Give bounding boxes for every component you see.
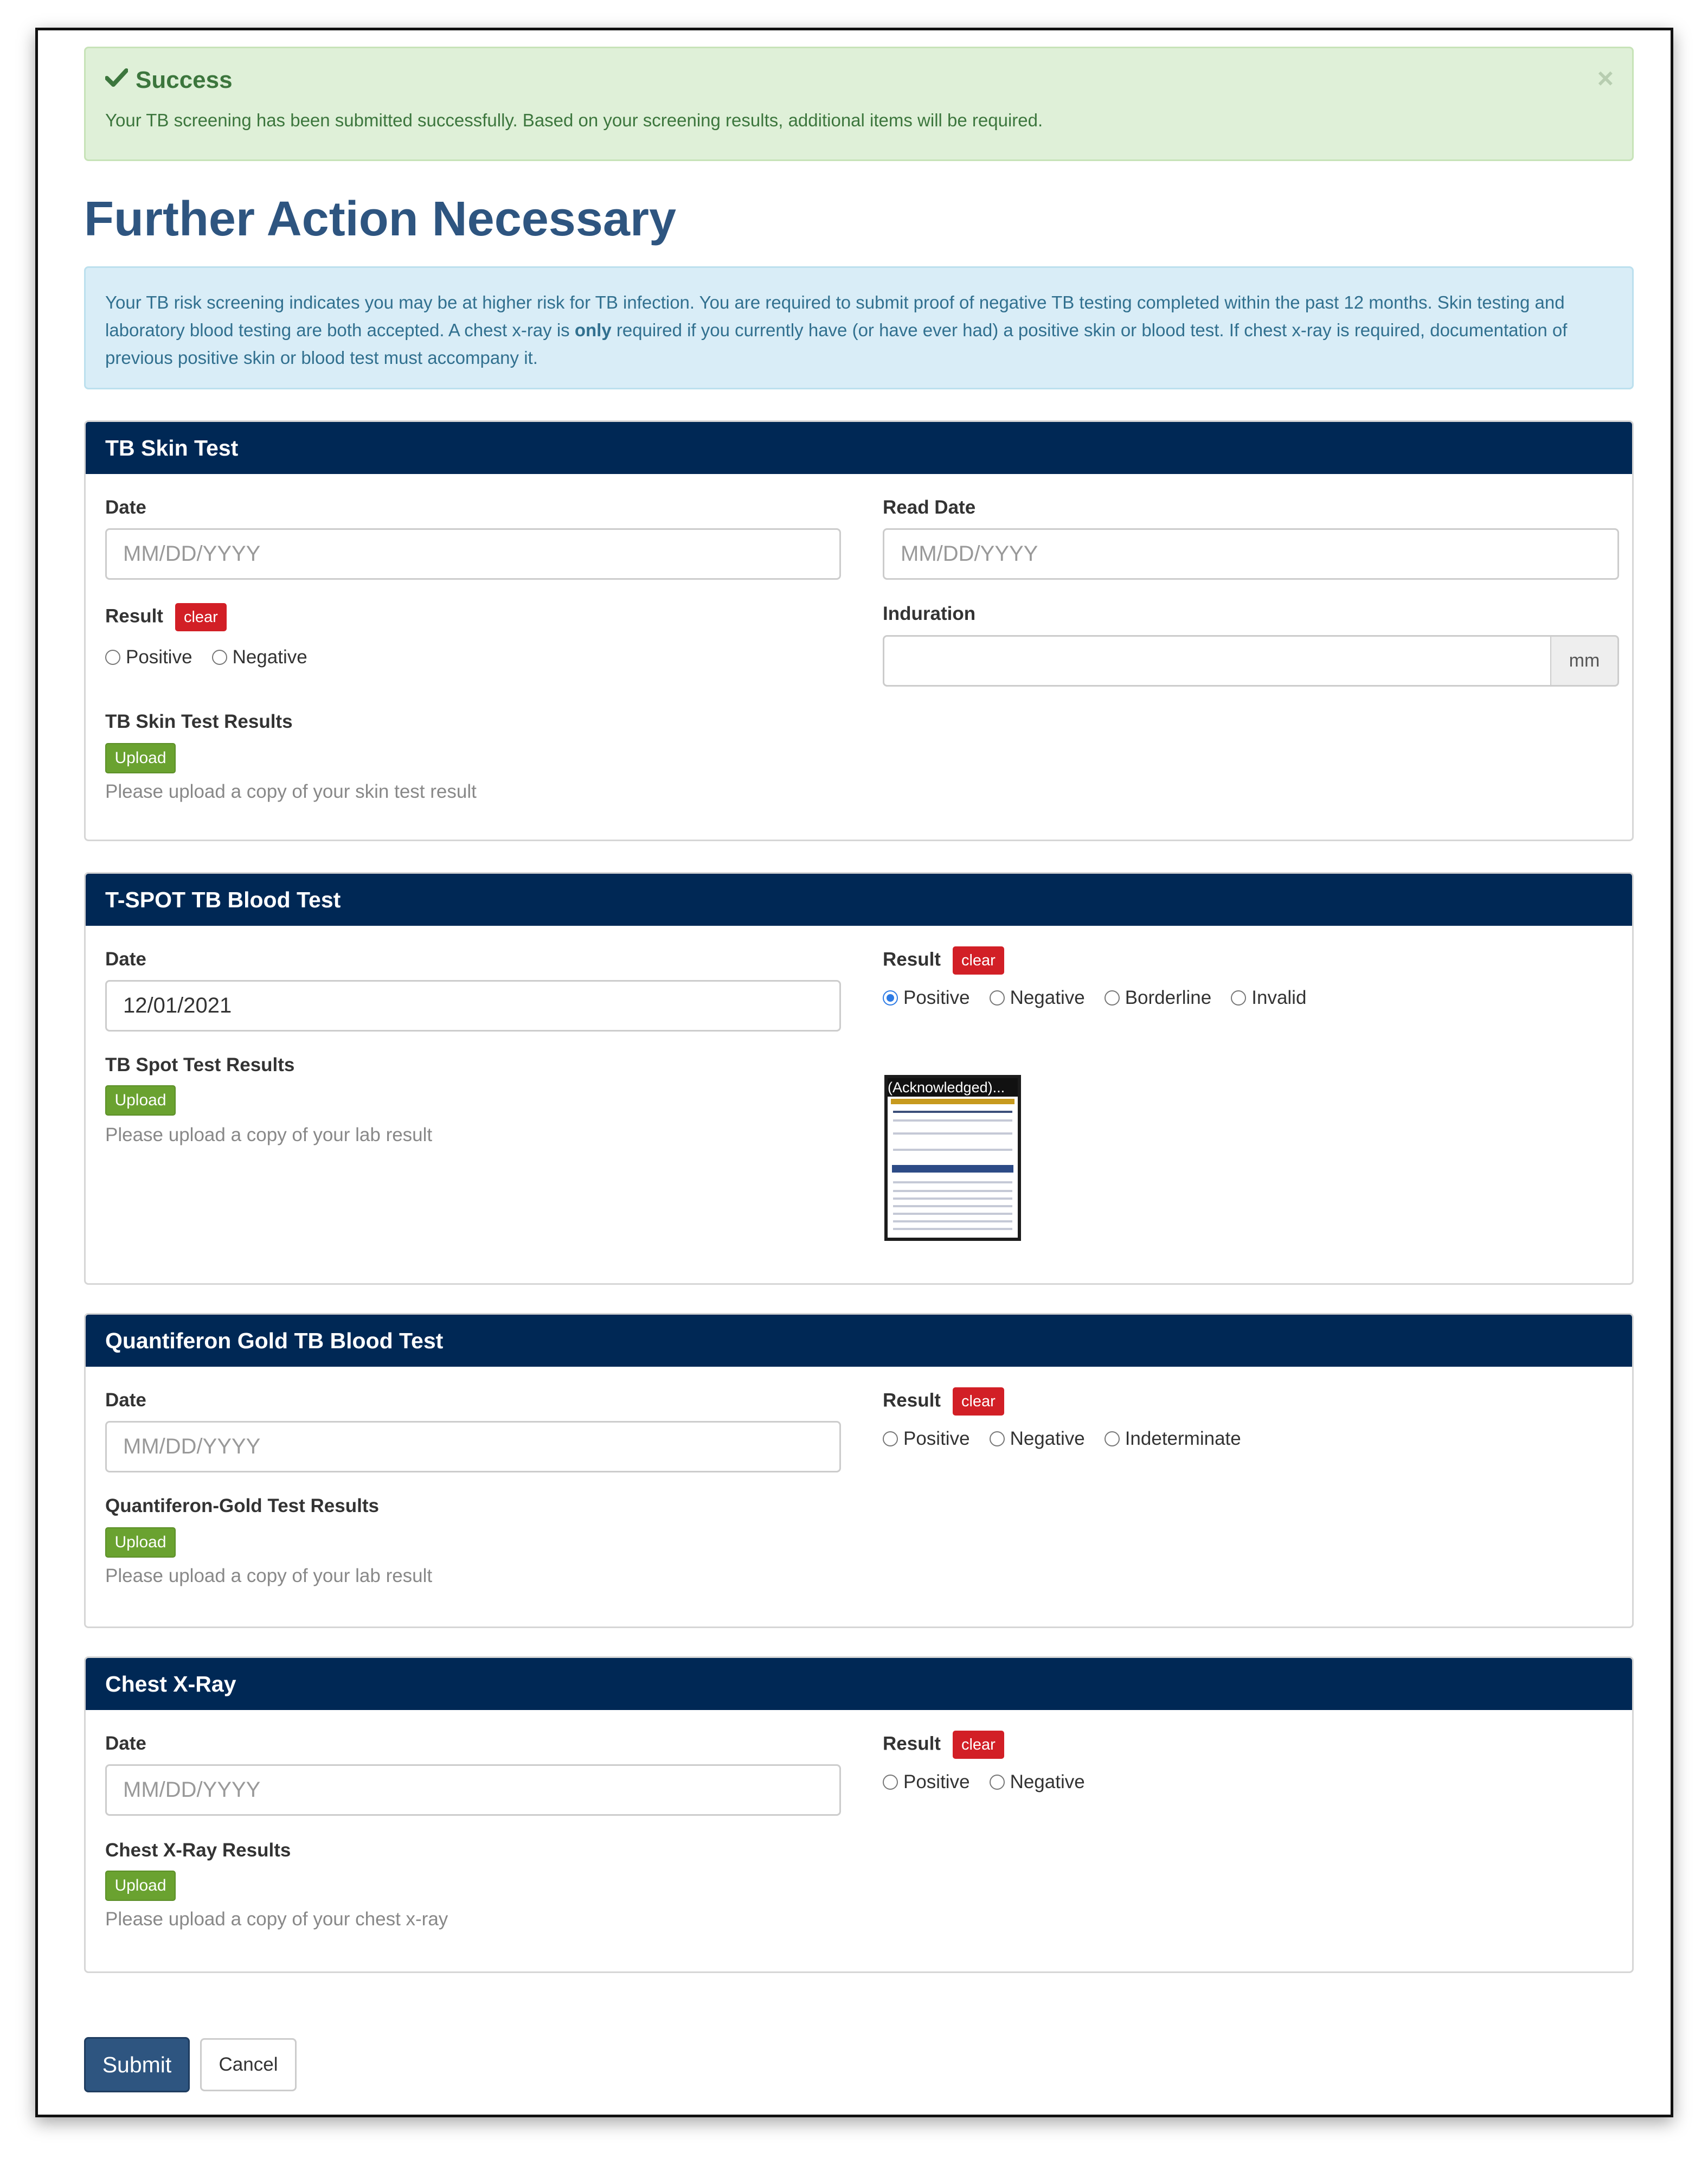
- date-label: Date: [105, 949, 146, 970]
- radio-icon[interactable]: [1105, 990, 1120, 1006]
- radio-label: Invalid: [1251, 987, 1307, 1008]
- success-alert-title: [105, 67, 1613, 94]
- skin-result-radios: [105, 646, 327, 668]
- result-label-text: Result: [105, 605, 163, 627]
- document-line: [893, 1132, 1012, 1135]
- document-line: [893, 1181, 1012, 1183]
- radio-label: Borderline: [1125, 987, 1212, 1008]
- induration-input[interactable]: [883, 635, 1552, 687]
- help-text: Please upload a copy of your lab result: [105, 1565, 433, 1586]
- radio-positive[interactable]: [883, 1771, 970, 1793]
- quantiferon-date-input[interactable]: MM/DD/YYYY: [105, 1421, 841, 1472]
- clear-button[interactable]: clear: [953, 1387, 1004, 1416]
- success-title-text: Success: [136, 67, 233, 93]
- result-label: [105, 603, 227, 631]
- radio-icon[interactable]: [990, 1431, 1005, 1446]
- document-line: [893, 1111, 1012, 1113]
- radio-icon[interactable]: [1105, 1431, 1120, 1446]
- radio-negative[interactable]: [212, 646, 307, 668]
- xray-results-label: Chest X-Ray Results: [105, 1840, 291, 1861]
- radio-label: Positive: [903, 1771, 970, 1792]
- xray-result-radios: [883, 1771, 1105, 1793]
- skin-date-input[interactable]: MM/DD/YYYY: [105, 528, 841, 580]
- info-text-after: required if you currently have (or have ever had) a positive skin or blood test. If chest x-ray is required, documentation of previous positive skin or blood test must accompany it.: [105, 320, 1568, 368]
- radio-label: Positive: [903, 1428, 970, 1449]
- document-bar: [892, 1165, 1013, 1173]
- radio-indeterminate[interactable]: [1105, 1428, 1241, 1450]
- cancel-button[interactable]: Cancel: [200, 2038, 297, 2091]
- document-banner: [891, 1099, 1014, 1104]
- quantiferon-results-label: Quantiferon-Gold Test Results: [105, 1495, 379, 1516]
- radio-icon[interactable]: [883, 1775, 898, 1790]
- uploaded-document-thumbnail[interactable]: [884, 1075, 1021, 1241]
- radio-invalid[interactable]: [1231, 987, 1306, 1009]
- read-date-input[interactable]: MM/DD/YYYY: [883, 528, 1619, 580]
- document-line: [893, 1220, 1012, 1222]
- radio-negative[interactable]: [990, 1771, 1085, 1793]
- radio-icon[interactable]: [990, 990, 1005, 1006]
- radio-negative[interactable]: [990, 1428, 1085, 1450]
- thumbnail-caption: (Acknowledged)...: [888, 1078, 1018, 1097]
- radio-icon[interactable]: [990, 1775, 1005, 1790]
- radio-positive[interactable]: [883, 987, 970, 1009]
- result-label: [883, 946, 1004, 975]
- result-label-text: Result: [883, 1733, 941, 1754]
- radio-positive[interactable]: [883, 1428, 970, 1450]
- document-line: [893, 1119, 1012, 1122]
- xray-date-input[interactable]: MM/DD/YYYY: [105, 1764, 841, 1816]
- document-line: [893, 1190, 1012, 1192]
- clear-button[interactable]: clear: [953, 1731, 1004, 1759]
- tspot-date-input[interactable]: 12/01/2021: [105, 980, 841, 1032]
- window-frame: [35, 28, 1673, 2117]
- tspot-result-radios: [883, 987, 1326, 1009]
- induration-label: Induration: [883, 603, 976, 624]
- radio-label: Negative: [232, 646, 307, 668]
- induration-unit: mm: [1551, 635, 1619, 687]
- radio-label: Positive: [126, 646, 192, 668]
- radio-label: Positive: [903, 987, 970, 1008]
- document-line: [893, 1213, 1012, 1215]
- panel-heading: TB Skin Test: [86, 422, 1632, 474]
- radio-label: Indeterminate: [1125, 1428, 1241, 1449]
- document-line: [893, 1149, 1012, 1151]
- document-line: [893, 1198, 1012, 1200]
- quantiferon-panel: [84, 1313, 1634, 1628]
- info-text-emphasis: only: [574, 320, 612, 340]
- success-message: Your TB screening has been submitted successfully. Based on your screening results, additional items will be required.: [105, 110, 1043, 130]
- document-line: [893, 1228, 1012, 1230]
- chest-xray-panel: [84, 1656, 1634, 1973]
- result-label-text: Result: [883, 1389, 941, 1411]
- panel-heading: Quantiferon Gold TB Blood Test: [86, 1315, 1632, 1367]
- radio-borderline[interactable]: [1105, 987, 1212, 1009]
- document-line: [893, 1205, 1012, 1207]
- quantiferon-result-radios: [883, 1428, 1261, 1450]
- skin-results-label: TB Skin Test Results: [105, 711, 293, 732]
- page-title: Further Action Necessary: [84, 192, 677, 246]
- result-label: [883, 1731, 1004, 1759]
- skin-test-panel: [84, 420, 1634, 841]
- close-icon[interactable]: ×: [1597, 63, 1614, 94]
- tspot-panel: [84, 872, 1634, 1285]
- page-content: [84, 47, 1634, 2077]
- tspot-results-label: TB Spot Test Results: [105, 1054, 295, 1075]
- radio-icon[interactable]: [883, 990, 898, 1006]
- clear-button[interactable]: clear: [175, 603, 227, 631]
- result-label-text: Result: [883, 949, 941, 970]
- upload-button[interactable]: Upload: [105, 1085, 176, 1116]
- info-alert: [84, 266, 1634, 389]
- radio-negative[interactable]: [990, 987, 1085, 1009]
- radio-label: Negative: [1010, 1428, 1085, 1449]
- panel-heading: T-SPOT TB Blood Test: [86, 874, 1632, 926]
- help-text: Please upload a copy of your skin test result: [105, 781, 477, 802]
- radio-icon[interactable]: [212, 650, 227, 665]
- upload-button[interactable]: Upload: [105, 1871, 176, 1901]
- help-text: Please upload a copy of your lab result: [105, 1124, 433, 1145]
- upload-button[interactable]: Upload: [105, 743, 176, 773]
- submit-button[interactable]: Submit: [84, 2037, 190, 2092]
- success-alert: [84, 47, 1634, 161]
- info-text-before: Your TB risk screening indicates you may be at higher risk for TB infection. You are required to submit proof of negative TB testing completed within the past 12 months. Skin testing and laboratory blood testing are both accepted. A chest x-ray is: [105, 292, 1565, 340]
- radio-label: Negative: [1010, 1771, 1085, 1792]
- date-label: Date: [105, 1389, 146, 1411]
- date-label: Date: [105, 1733, 146, 1754]
- upload-button[interactable]: Upload: [105, 1527, 176, 1558]
- radio-icon[interactable]: [1231, 990, 1246, 1006]
- clear-button[interactable]: clear: [953, 946, 1004, 975]
- radio-label: Negative: [1010, 987, 1085, 1008]
- help-text: Please upload a copy of your chest x-ray: [105, 1909, 448, 1930]
- panel-heading: Chest X-Ray: [86, 1658, 1632, 1710]
- checkmark-icon: [105, 67, 128, 94]
- result-label: [883, 1387, 1004, 1416]
- radio-icon[interactable]: [883, 1431, 898, 1446]
- read-date-label: Read Date: [883, 497, 976, 518]
- radio-positive[interactable]: [105, 646, 192, 668]
- date-label: Date: [105, 497, 146, 518]
- radio-icon[interactable]: [105, 650, 120, 665]
